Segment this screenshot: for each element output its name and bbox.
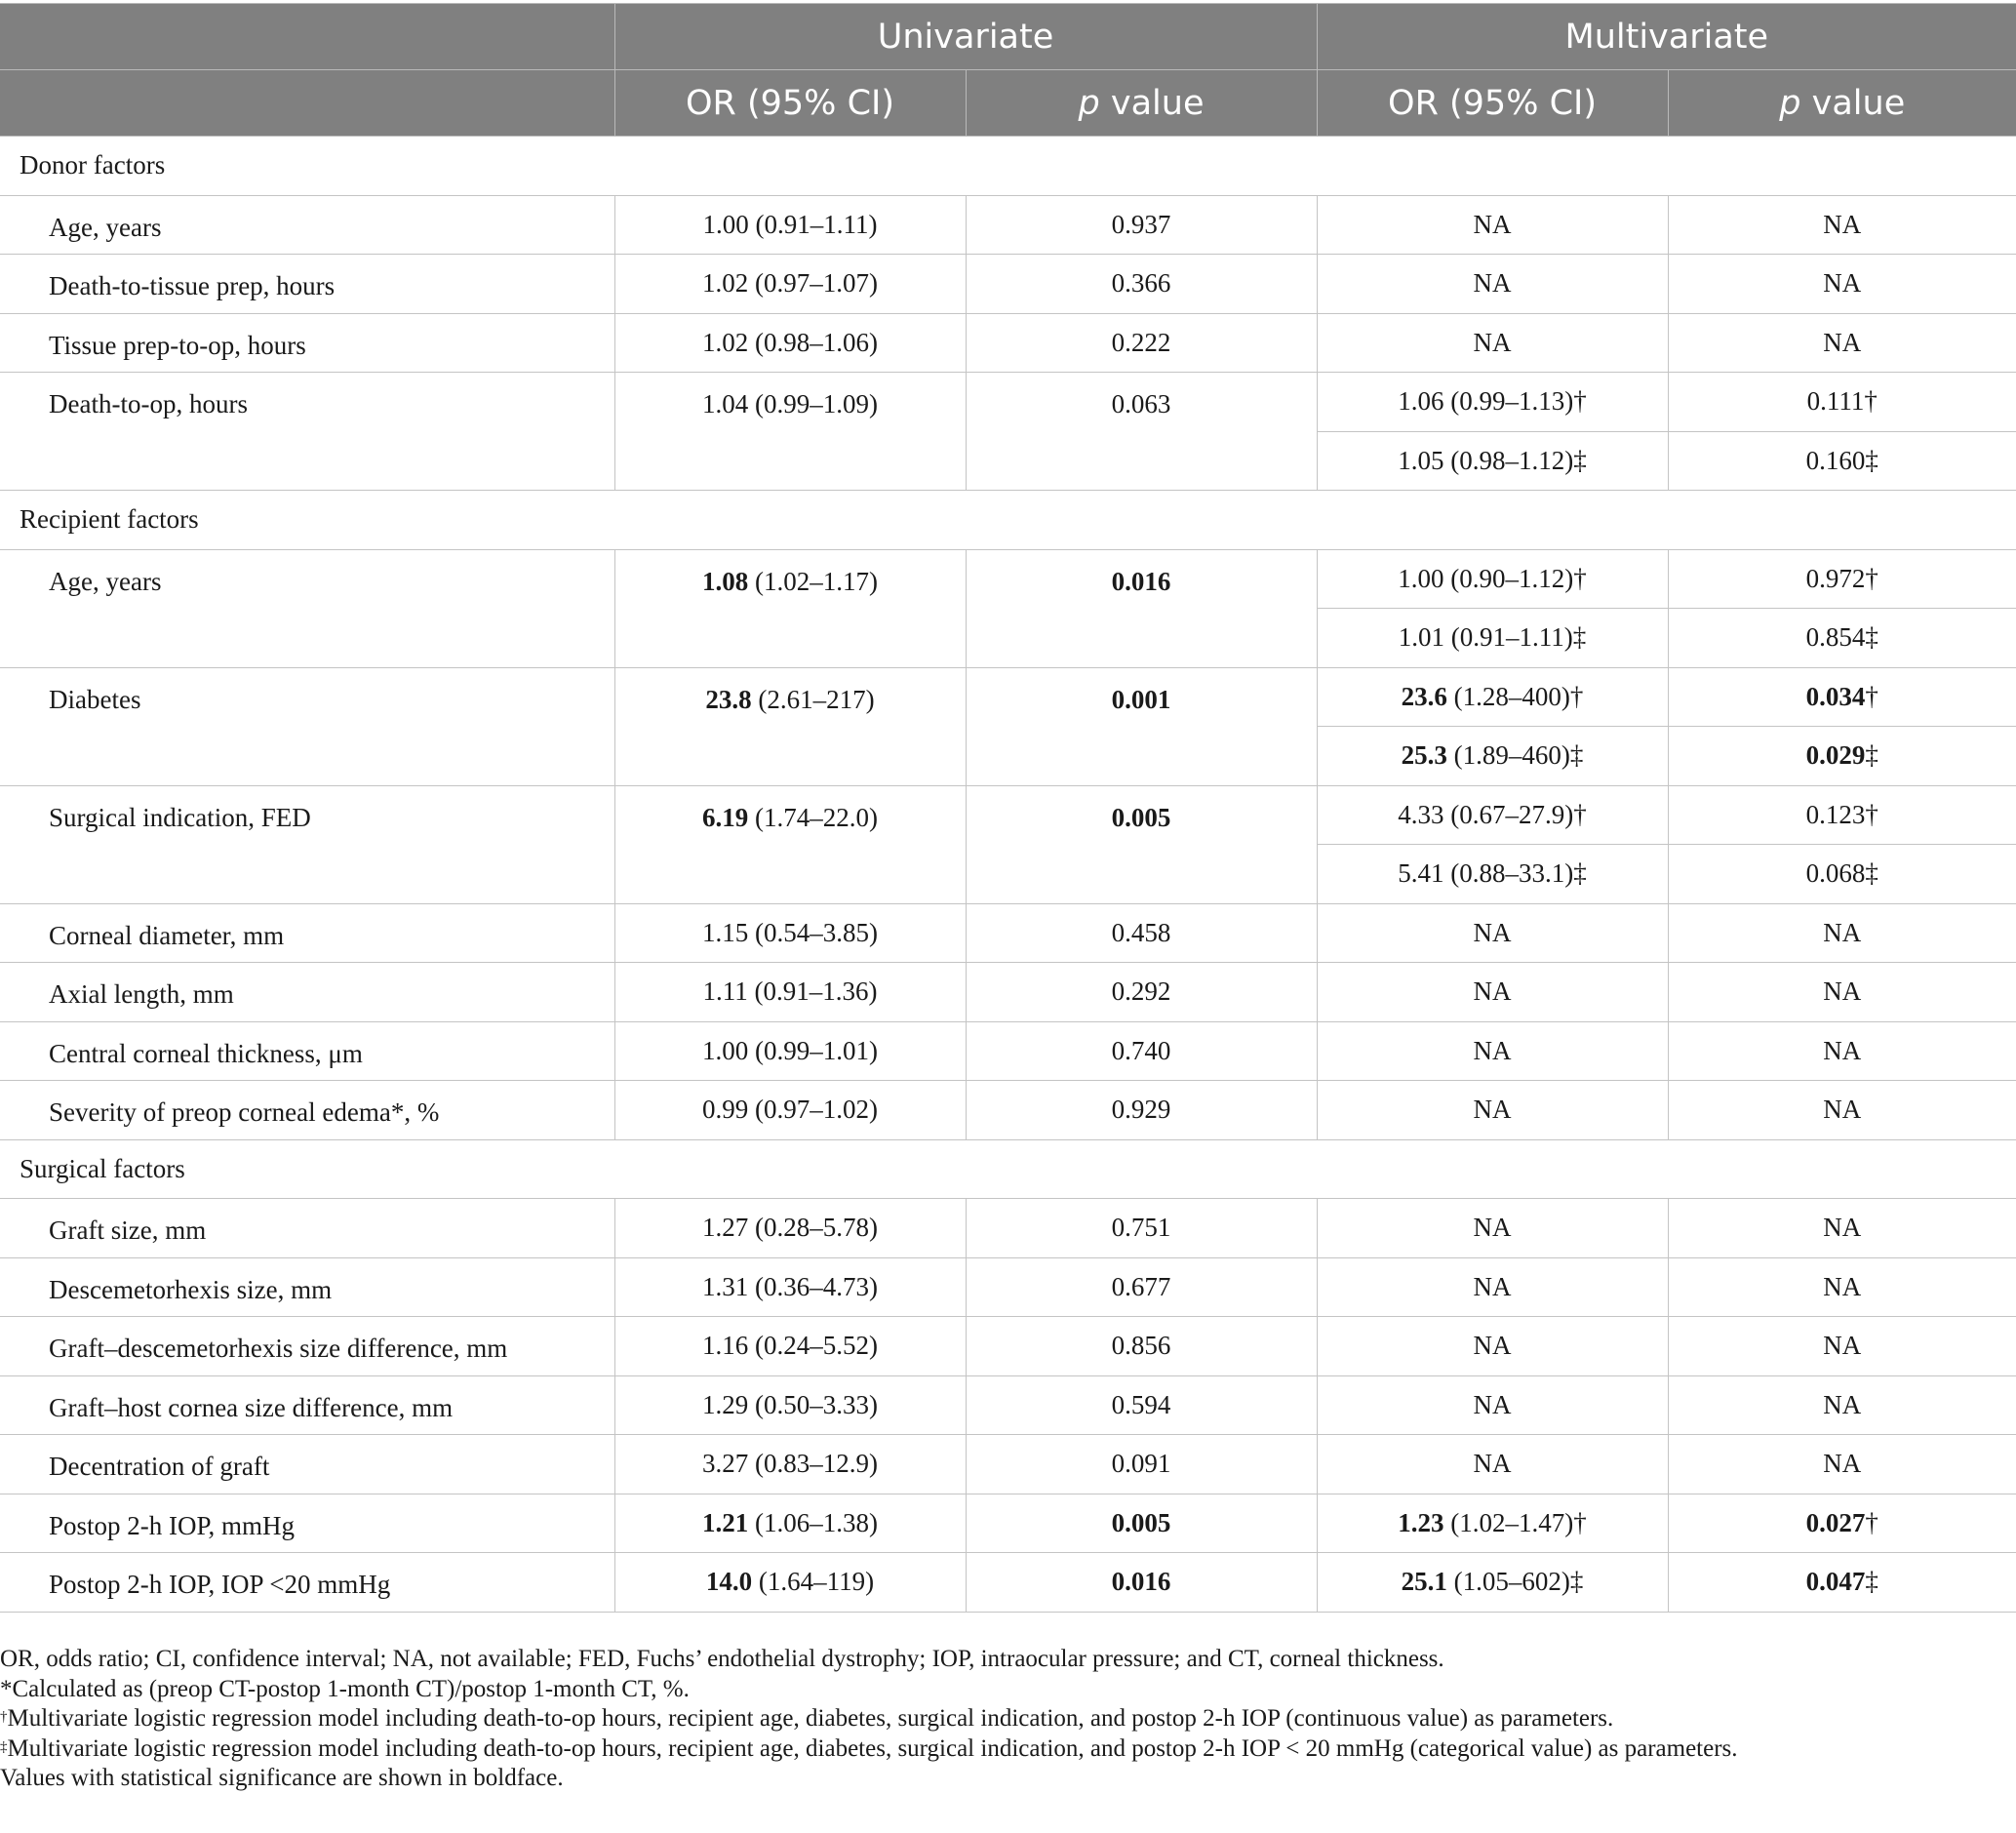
univariate-or bbox=[614, 549, 966, 667]
bold-value: 0.005 bbox=[1111, 802, 1171, 832]
univariate-or: 1.02 (0.97–1.07) bbox=[614, 255, 966, 314]
section-row-surgical bbox=[0, 1139, 2016, 1199]
multivariate-or: 4.33 (0.67–27.9)† bbox=[1317, 785, 1668, 845]
table-row bbox=[0, 785, 2016, 845]
table-row bbox=[0, 1081, 2016, 1140]
header-multivariate: Multivariate bbox=[1317, 4, 2016, 70]
footnote-boldface: Values with statistical significance are shown in boldface. bbox=[0, 1765, 564, 1791]
multivariate-or: NA bbox=[1317, 1021, 1668, 1081]
multivariate-or: NA bbox=[1317, 313, 1668, 373]
row-label: Diabetes bbox=[0, 667, 614, 785]
table-row bbox=[0, 1199, 2016, 1258]
bold-value: 0.005 bbox=[1111, 1507, 1171, 1537]
bold-value: 25.1 bbox=[1401, 1567, 1447, 1597]
multivariate-or: 5.41 (0.88–33.1)‡ bbox=[1317, 845, 1668, 904]
dagger-text: Multivariate logistic regression model including death-to-op hours, recipient age, diabetes, surgical indication, and postop 2-h IOP (continuous value) as parameters. bbox=[7, 1705, 1614, 1732]
table-row bbox=[0, 549, 2016, 609]
multivariate-p: 0.068‡ bbox=[1668, 845, 2016, 904]
bold-value: 1.23 bbox=[1398, 1507, 1444, 1537]
multivariate-or: NA bbox=[1317, 903, 1668, 963]
bold-value: 0.047 bbox=[1805, 1567, 1866, 1597]
row-label: Severity of preop corneal edema*, % bbox=[0, 1081, 614, 1140]
table-row bbox=[0, 1375, 2016, 1435]
multivariate-p bbox=[1668, 727, 2016, 786]
multivariate-p bbox=[1668, 667, 2016, 727]
univariate-or: 1.31 (0.36–4.73) bbox=[614, 1257, 966, 1317]
multivariate-p: NA bbox=[1668, 1317, 2016, 1376]
header-univariate: Univariate bbox=[614, 4, 1317, 70]
bold-value: 23.8 bbox=[705, 684, 752, 714]
row-label: Surgical indication, FED bbox=[0, 785, 614, 903]
univariate-p: 0.366 bbox=[966, 255, 1317, 314]
univariate-or: 1.00 (0.99–1.01) bbox=[614, 1021, 966, 1081]
univariate-p: 0.856 bbox=[966, 1317, 1317, 1376]
multivariate-or: 1.05 (0.98–1.12)‡ bbox=[1317, 431, 1668, 491]
univariate-or bbox=[614, 667, 966, 785]
value-text: value bbox=[1099, 83, 1205, 123]
multivariate-p: NA bbox=[1668, 1257, 2016, 1317]
univariate-p: 0.929 bbox=[966, 1081, 1317, 1140]
ci-text: (1.02–1.17) bbox=[748, 566, 878, 596]
multivariate-or: 1.01 (0.91–1.11)‡ bbox=[1317, 609, 1668, 668]
bold-value: 6.19 bbox=[702, 802, 749, 832]
multivariate-p: NA bbox=[1668, 255, 2016, 314]
univariate-or: 1.29 (0.50–3.33) bbox=[614, 1375, 966, 1435]
multivariate-or bbox=[1317, 1553, 1668, 1613]
row-label: Corneal diameter, mm bbox=[0, 903, 614, 963]
univariate-p: 0.937 bbox=[966, 195, 1317, 255]
univariate-or bbox=[614, 1553, 966, 1613]
multivariate-or: NA bbox=[1317, 1199, 1668, 1258]
row-label: Decentration of graft bbox=[0, 1435, 614, 1494]
multivariate-p: 0.123† bbox=[1668, 785, 2016, 845]
univariate-or: 1.02 (0.98–1.06) bbox=[614, 313, 966, 373]
multivariate-p: 0.854‡ bbox=[1668, 609, 2016, 668]
bold-value: 0.016 bbox=[1111, 1567, 1171, 1597]
multivariate-or: NA bbox=[1317, 255, 1668, 314]
bold-value: 1.21 bbox=[702, 1507, 749, 1537]
row-label: Descemetorhexis size, mm bbox=[0, 1257, 614, 1317]
univariate-p: 0.063 bbox=[966, 373, 1317, 491]
multivariate-p bbox=[1668, 1494, 2016, 1553]
results-table bbox=[0, 3, 2016, 1613]
bold-value: 0.001 bbox=[1111, 684, 1171, 714]
multivariate-p: NA bbox=[1668, 963, 2016, 1022]
univariate-or: 1.27 (0.28–5.78) bbox=[614, 1199, 966, 1258]
section-row-recipient bbox=[0, 491, 2016, 550]
row-label: Age, years bbox=[0, 195, 614, 255]
bold-value: 0.034 bbox=[1805, 681, 1866, 711]
univariate-or: 1.11 (0.91–1.36) bbox=[614, 963, 966, 1022]
row-label: Graft–host cornea size difference, mm bbox=[0, 1375, 614, 1435]
ci-text: (1.64–119) bbox=[752, 1567, 875, 1597]
header-row-group bbox=[0, 4, 2016, 70]
multivariate-or bbox=[1317, 667, 1668, 727]
table-row bbox=[0, 1317, 2016, 1376]
univariate-p: 0.677 bbox=[966, 1257, 1317, 1317]
multivariate-p: NA bbox=[1668, 1021, 2016, 1081]
header-blank-2 bbox=[0, 70, 614, 137]
row-label: Death-to-op, hours bbox=[0, 373, 614, 491]
univariate-p: 0.292 bbox=[966, 963, 1317, 1022]
univariate-or: 1.00 (0.91–1.11) bbox=[614, 195, 966, 255]
ci-text: (1.28–400)† bbox=[1446, 681, 1584, 711]
univariate-p bbox=[966, 785, 1317, 903]
ci-text: (2.61–217) bbox=[751, 684, 875, 714]
footnote-mark: ‡ bbox=[1865, 740, 1878, 771]
header-univariate-or: OR (95% CI) bbox=[614, 70, 966, 137]
univariate-or: 1.04 (0.99–1.09) bbox=[614, 373, 966, 491]
univariate-p bbox=[966, 549, 1317, 667]
univariate-or bbox=[614, 785, 966, 903]
row-label: Tissue prep-to-op, hours bbox=[0, 313, 614, 373]
bold-value: 0.016 bbox=[1111, 566, 1171, 596]
footnote-abbreviations: OR, odds ratio; CI, confidence interval; NA, not available; FED, Fuchs’ endothelial dystrophy; IOP, intraocular pressure; and CT, corneal thickness. bbox=[0, 1646, 1444, 1672]
table-row bbox=[0, 1435, 2016, 1494]
multivariate-or bbox=[1317, 1494, 1668, 1553]
footnote-mark: † bbox=[1865, 681, 1878, 711]
table-row bbox=[0, 313, 2016, 373]
multivariate-or: NA bbox=[1317, 195, 1668, 255]
multivariate-or: 1.00 (0.90–1.12)† bbox=[1317, 549, 1668, 609]
section-label: Surgical factors bbox=[0, 1139, 2016, 1199]
bold-value: 23.6 bbox=[1401, 681, 1447, 711]
section-label: Donor factors bbox=[0, 137, 2016, 196]
row-label: Death-to-tissue prep, hours bbox=[0, 255, 614, 314]
p-italic: p bbox=[1779, 83, 1801, 123]
multivariate-p: 0.160‡ bbox=[1668, 431, 2016, 491]
row-label: Graft–descemetorhexis size difference, mm bbox=[0, 1317, 614, 1376]
bold-value: 0.029 bbox=[1805, 740, 1866, 771]
header-multivariate-p bbox=[1668, 70, 2016, 137]
univariate-p: 0.740 bbox=[966, 1021, 1317, 1081]
multivariate-p bbox=[1668, 1553, 2016, 1613]
multivariate-or: NA bbox=[1317, 963, 1668, 1022]
univariate-or bbox=[614, 1494, 966, 1553]
double-dagger-text: Multivariate logistic regression model including death-to-op hours, recipient age, diabetes, surgical indication, and postop 2-h IOP < 20 mmHg (categorical value) as parameters. bbox=[7, 1734, 1738, 1762]
row-label: Central corneal thickness, μm bbox=[0, 1021, 614, 1081]
row-label: Age, years bbox=[0, 549, 614, 667]
table-row bbox=[0, 195, 2016, 255]
multivariate-p: NA bbox=[1668, 1375, 2016, 1435]
table-row bbox=[0, 667, 2016, 727]
multivariate-p: 0.111† bbox=[1668, 373, 2016, 432]
footnote-dagger bbox=[0, 1704, 2016, 1734]
multivariate-p: NA bbox=[1668, 903, 2016, 963]
table-row bbox=[0, 963, 2016, 1022]
univariate-p: 0.594 bbox=[966, 1375, 1317, 1435]
multivariate-p: NA bbox=[1668, 195, 2016, 255]
multivariate-p: NA bbox=[1668, 1081, 2016, 1140]
univariate-p: 0.458 bbox=[966, 903, 1317, 963]
bold-value: 14.0 bbox=[705, 1567, 753, 1597]
bold-value: 1.08 bbox=[702, 566, 749, 596]
ci-text: (1.05–602)‡ bbox=[1446, 1567, 1584, 1597]
table-row bbox=[0, 1494, 2016, 1553]
bold-value: 0.027 bbox=[1805, 1507, 1866, 1537]
table-row bbox=[0, 373, 2016, 432]
section-row-donor bbox=[0, 137, 2016, 196]
univariate-or: 1.15 (0.54–3.85) bbox=[614, 903, 966, 963]
table-footnotes bbox=[0, 1645, 2016, 1794]
row-label: Postop 2-h IOP, IOP <20 mmHg bbox=[0, 1553, 614, 1613]
dagger-mark: † bbox=[0, 1709, 8, 1725]
table-row bbox=[0, 903, 2016, 963]
header-row-sub bbox=[0, 70, 2016, 137]
footnote-mark: † bbox=[1865, 1507, 1878, 1537]
footnote-star: *Calculated as (preop CT-postop 1-month CT)/postop 1-month CT, %. bbox=[0, 1675, 690, 1702]
multivariate-or: NA bbox=[1317, 1435, 1668, 1494]
multivariate-p: NA bbox=[1668, 313, 2016, 373]
p-italic: p bbox=[1078, 83, 1100, 123]
multivariate-or: NA bbox=[1317, 1317, 1668, 1376]
ci-text: (1.89–460)‡ bbox=[1446, 740, 1584, 771]
univariate-p: 0.751 bbox=[966, 1199, 1317, 1258]
row-label: Graft size, mm bbox=[0, 1199, 614, 1258]
univariate-p bbox=[966, 667, 1317, 785]
multivariate-p: NA bbox=[1668, 1435, 2016, 1494]
multivariate-or bbox=[1317, 727, 1668, 786]
multivariate-p: 0.972† bbox=[1668, 549, 2016, 609]
univariate-or: 3.27 (0.83–12.9) bbox=[614, 1435, 966, 1494]
table-row bbox=[0, 255, 2016, 314]
footnote-double-dagger bbox=[0, 1734, 2016, 1765]
univariate-or: 0.99 (0.97–1.02) bbox=[614, 1081, 966, 1140]
double-dagger-mark: ‡ bbox=[0, 1738, 8, 1755]
section-label: Recipient factors bbox=[0, 491, 2016, 550]
multivariate-or: 1.06 (0.99–1.13)† bbox=[1317, 373, 1668, 432]
multivariate-p: NA bbox=[1668, 1199, 2016, 1258]
multivariate-or: NA bbox=[1317, 1375, 1668, 1435]
value-text: value bbox=[1800, 83, 1906, 123]
table-row bbox=[0, 1257, 2016, 1317]
univariate-p: 0.222 bbox=[966, 313, 1317, 373]
table-row bbox=[0, 1021, 2016, 1081]
header-blank bbox=[0, 4, 614, 70]
ci-text: (1.74–22.0) bbox=[748, 802, 878, 832]
header-univariate-p bbox=[966, 70, 1317, 137]
footnote-mark: ‡ bbox=[1865, 1567, 1878, 1597]
univariate-or: 1.16 (0.24–5.52) bbox=[614, 1317, 966, 1376]
ci-text: (1.02–1.47)† bbox=[1443, 1507, 1587, 1537]
univariate-p: 0.091 bbox=[966, 1435, 1317, 1494]
ci-text: (1.06–1.38) bbox=[748, 1507, 878, 1537]
univariate-p bbox=[966, 1553, 1317, 1613]
multivariate-or: NA bbox=[1317, 1257, 1668, 1317]
multivariate-or: NA bbox=[1317, 1081, 1668, 1140]
bold-value: 25.3 bbox=[1401, 740, 1447, 771]
header-multivariate-or: OR (95% CI) bbox=[1317, 70, 1668, 137]
row-label: Axial length, mm bbox=[0, 963, 614, 1022]
univariate-p bbox=[966, 1494, 1317, 1553]
row-label: Postop 2-h IOP, mmHg bbox=[0, 1494, 614, 1553]
table-row bbox=[0, 1553, 2016, 1613]
